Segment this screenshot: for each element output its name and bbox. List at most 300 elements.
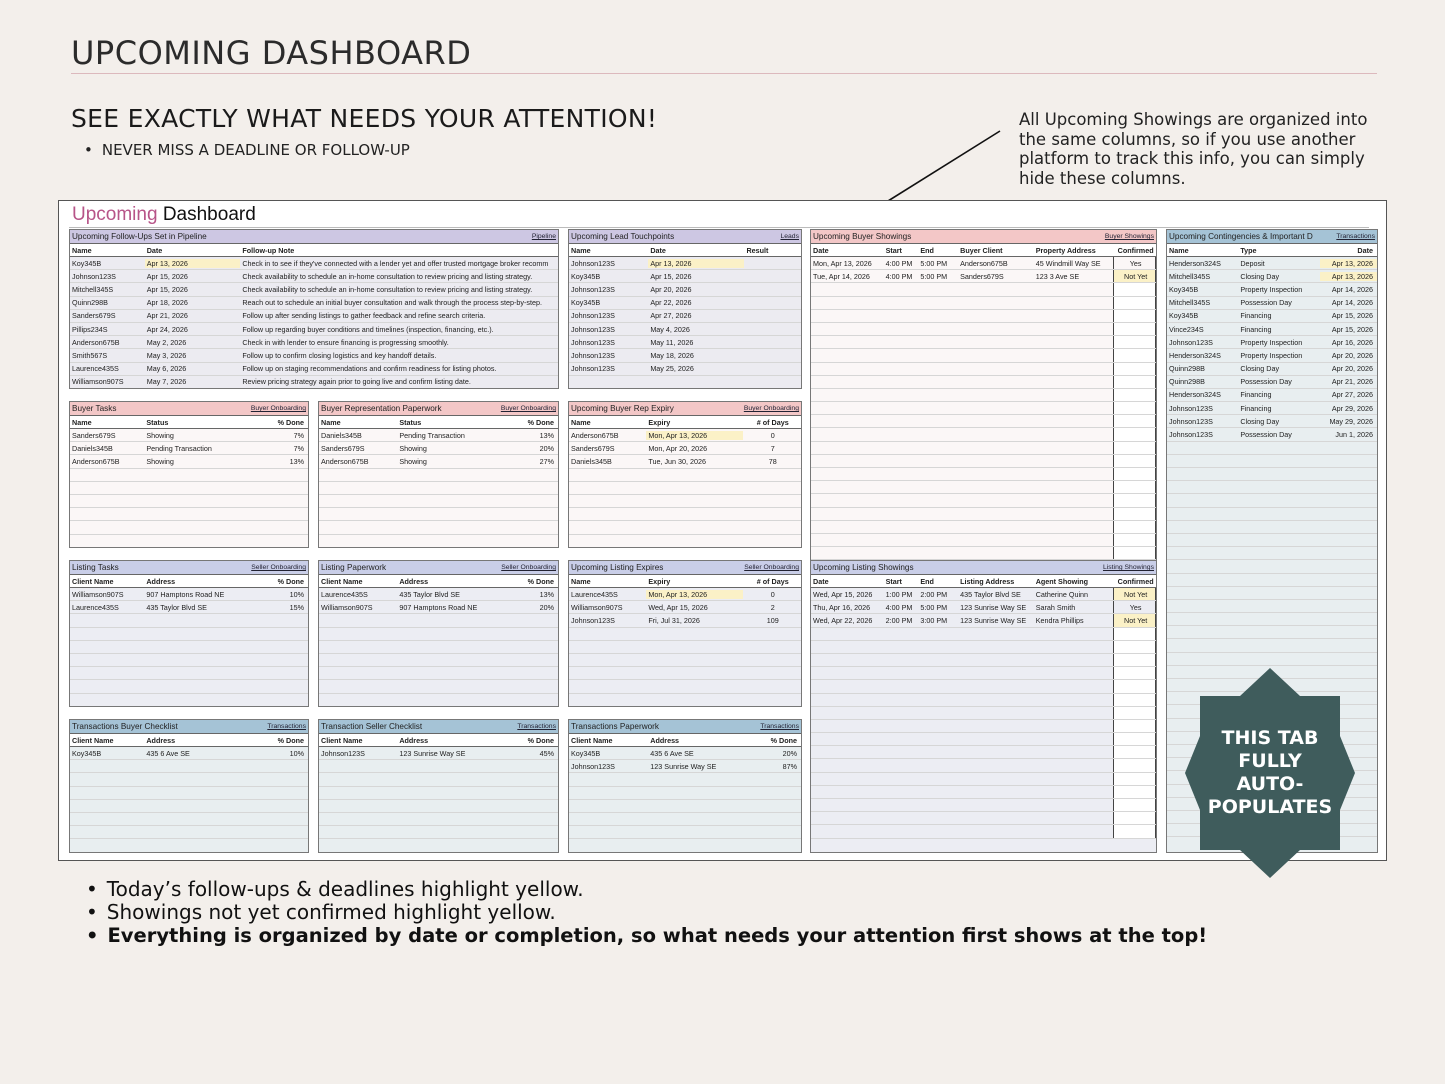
empty-row[interactable]: [569, 667, 801, 680]
sub-heading: SEE EXACTLY WHAT NEEDS YOUR ATTENTION!: [71, 104, 658, 133]
empty-row[interactable]: [319, 641, 558, 654]
column-header[interactable]: Date: [813, 245, 829, 255]
table-row[interactable]: [70, 283, 558, 296]
empty-row[interactable]: [1167, 639, 1377, 652]
table-row[interactable]: [1167, 283, 1377, 296]
table-row[interactable]: [811, 588, 1156, 601]
column-header[interactable]: # of Days: [756, 576, 789, 586]
table-row[interactable]: [319, 588, 558, 601]
empty-row[interactable]: [319, 826, 558, 839]
column-header[interactable]: End: [920, 576, 934, 586]
table-row[interactable]: [569, 310, 801, 323]
empty-row[interactable]: [70, 800, 308, 813]
column-header[interactable]: Confirmed: [1117, 576, 1154, 586]
table-cell: [1113, 297, 1156, 309]
table-row[interactable]: [1167, 349, 1377, 362]
empty-row[interactable]: [1167, 600, 1377, 613]
empty-row[interactable]: [811, 707, 1156, 720]
empty-row[interactable]: [1167, 494, 1377, 507]
panel-followups: [69, 229, 559, 389]
column-header[interactable]: Property Address: [1035, 245, 1096, 255]
column-header[interactable]: Address: [399, 735, 429, 745]
table-cell: 2:00 PM: [920, 589, 948, 599]
column-header[interactable]: Status: [146, 417, 169, 427]
empty-row[interactable]: [569, 787, 801, 800]
dashboard-brand: [72, 204, 256, 226]
table-cell: Williamson907S: [72, 377, 124, 387]
column-header-row: [319, 575, 558, 588]
table-row[interactable]: [1167, 415, 1377, 428]
table-row[interactable]: [811, 614, 1156, 627]
empty-row[interactable]: [811, 799, 1156, 812]
panel-header: [319, 561, 558, 575]
column-header[interactable]: End: [920, 245, 934, 255]
column-header[interactable]: Start: [885, 576, 902, 586]
column-header[interactable]: Name: [72, 417, 92, 427]
column-header[interactable]: Follow-up Note: [242, 245, 295, 255]
column-header[interactable]: Expiry: [648, 417, 671, 427]
page-title: UPCOMING DASHBOARD: [71, 34, 472, 72]
table-row[interactable]: [70, 455, 308, 468]
empty-row[interactable]: [70, 760, 308, 773]
empty-row[interactable]: [1167, 653, 1377, 666]
table-row[interactable]: [70, 270, 558, 283]
empty-row[interactable]: [319, 667, 558, 680]
column-header[interactable]: % Done: [770, 735, 797, 745]
column-header[interactable]: Start: [885, 245, 902, 255]
column-header[interactable]: Client Name: [571, 735, 613, 745]
column-header[interactable]: % Done: [527, 417, 554, 427]
empty-row[interactable]: [70, 469, 308, 482]
empty-row[interactable]: [319, 508, 558, 521]
empty-row[interactable]: [1167, 468, 1377, 481]
table-cell: Mon, Apr 13, 2026: [646, 431, 742, 440]
empty-row[interactable]: [811, 733, 1156, 746]
table-row[interactable]: [70, 297, 558, 310]
empty-row[interactable]: [70, 614, 308, 627]
empty-row[interactable]: [70, 680, 308, 693]
panel-header: [569, 402, 801, 416]
empty-row[interactable]: [811, 455, 1156, 468]
empty-row[interactable]: [569, 800, 801, 813]
column-header[interactable]: Type: [1240, 245, 1257, 255]
column-header[interactable]: Date: [650, 245, 666, 255]
panel-header: [70, 561, 308, 575]
column-header[interactable]: Listing Address: [960, 576, 1015, 586]
table-cell: [1113, 799, 1156, 811]
empty-row[interactable]: [319, 628, 558, 641]
table-cell: Apr 16, 2026: [1331, 337, 1373, 347]
empty-row[interactable]: [319, 760, 558, 773]
table-cell: May 4, 2026: [650, 324, 690, 334]
panel-body: [70, 734, 308, 853]
table-cell: Jun 1, 2026: [1335, 430, 1373, 440]
table-cell: [1113, 680, 1156, 692]
empty-row[interactable]: [569, 680, 801, 693]
table-row[interactable]: [811, 270, 1156, 283]
empty-row[interactable]: [811, 812, 1156, 825]
column-header[interactable]: % Done: [277, 735, 304, 745]
column-header[interactable]: Client Name: [72, 576, 114, 586]
empty-row[interactable]: [319, 800, 558, 813]
table-row[interactable]: [569, 283, 801, 296]
table-cell: 5:00 PM: [920, 271, 948, 281]
empty-row[interactable]: [811, 773, 1156, 786]
table-row[interactable]: [70, 601, 308, 614]
table-row[interactable]: [70, 363, 558, 376]
table-cell: [1113, 534, 1156, 546]
column-header[interactable]: Expiry: [648, 576, 671, 586]
panel-source-link[interactable]: Seller Onboarding: [251, 564, 306, 571]
empty-row[interactable]: [811, 641, 1156, 654]
panel-body: [319, 575, 558, 707]
panel-source-link[interactable]: Transactions: [1336, 233, 1375, 240]
table-cell: Daniels345B: [321, 430, 362, 440]
panel-source-link[interactable]: Pipeline: [531, 233, 556, 240]
empty-row[interactable]: [811, 323, 1156, 336]
empty-row[interactable]: [811, 825, 1156, 838]
empty-row[interactable]: [811, 442, 1156, 455]
column-header[interactable]: % Done: [277, 576, 304, 586]
table-cell: 435 6 Ave SE: [650, 748, 694, 758]
table-cell: Mitchell345S: [72, 284, 114, 294]
column-header[interactable]: Address: [399, 576, 429, 586]
panel-header: [569, 230, 801, 244]
column-header[interactable]: Date: [813, 576, 829, 586]
empty-row[interactable]: [811, 389, 1156, 402]
panel-source-link[interactable]: Buyer Onboarding: [500, 405, 556, 412]
table-cell: Wed, Apr 15, 2026: [648, 602, 708, 612]
column-header[interactable]: Address: [146, 735, 176, 745]
column-header[interactable]: Client Name: [72, 735, 114, 745]
empty-row[interactable]: [70, 773, 308, 786]
table-cell: Showing: [399, 443, 427, 453]
table-row[interactable]: [1167, 363, 1377, 376]
empty-row[interactable]: [811, 283, 1156, 296]
empty-row[interactable]: [70, 495, 308, 508]
callout-text: All Upcoming Showings are organized into the same columns, so if you use another platform to track this info, you can simply hide these columns.: [1019, 110, 1368, 188]
table-cell: Apr 20, 2026: [1331, 364, 1373, 374]
badge-line-1: THIS TAB: [1221, 727, 1319, 749]
table-row[interactable]: [569, 297, 801, 310]
table-row[interactable]: [70, 747, 308, 760]
empty-row[interactable]: [811, 547, 1156, 560]
empty-row[interactable]: [1167, 613, 1377, 626]
table-cell: May 2, 2026: [146, 337, 187, 347]
empty-row[interactable]: [811, 521, 1156, 534]
empty-row[interactable]: [1167, 481, 1377, 494]
panel-source-link[interactable]: Buyer Onboarding: [743, 405, 799, 412]
empty-row[interactable]: [1167, 508, 1377, 521]
table-row[interactable]: [1167, 323, 1377, 336]
empty-row[interactable]: [569, 508, 801, 521]
table-row[interactable]: [319, 455, 558, 468]
panel-source-link[interactable]: Buyer Onboarding: [250, 405, 306, 412]
empty-row[interactable]: [569, 521, 801, 534]
empty-row[interactable]: [1167, 521, 1377, 534]
table-row[interactable]: [811, 601, 1156, 614]
table-row[interactable]: [569, 270, 801, 283]
empty-row[interactable]: [569, 469, 801, 482]
table-cell: 4:00 PM: [885, 271, 913, 281]
column-header-row: [811, 575, 1156, 588]
empty-row[interactable]: [319, 469, 558, 482]
table-cell: 0: [770, 430, 775, 440]
column-header-row: [70, 244, 558, 257]
empty-row[interactable]: [70, 667, 308, 680]
empty-row[interactable]: [70, 508, 308, 521]
table-cell: 3:00 PM: [920, 615, 948, 625]
table-cell: Tue, Jun 30, 2026: [648, 456, 707, 466]
column-header[interactable]: % Done: [277, 417, 304, 427]
table-cell: May 18, 2026: [650, 350, 694, 360]
note-highlight: • Today’s follow-ups & deadlines highlight yellow.: [86, 878, 1207, 901]
table-cell: Apr 13, 2026: [1320, 259, 1377, 268]
empty-row[interactable]: [811, 534, 1156, 547]
empty-row[interactable]: [811, 494, 1156, 507]
empty-row[interactable]: [569, 495, 801, 508]
empty-row[interactable]: [811, 508, 1156, 521]
table-row[interactable]: [319, 429, 558, 442]
column-header[interactable]: Name: [571, 576, 591, 586]
table-cell: Apr 21, 2026: [146, 311, 188, 321]
table-row[interactable]: [569, 601, 801, 614]
table-cell: Koy345B: [571, 298, 601, 308]
table-cell: 20%: [539, 602, 554, 612]
column-header[interactable]: Client Name: [321, 735, 363, 745]
empty-row[interactable]: [811, 376, 1156, 389]
column-header[interactable]: Date: [146, 245, 163, 255]
empty-row[interactable]: [811, 786, 1156, 799]
table-cell: [1113, 521, 1156, 533]
empty-row[interactable]: [811, 628, 1156, 641]
panel-source-link[interactable]: Transactions: [760, 723, 799, 730]
table-row[interactable]: [70, 442, 308, 455]
column-header-row: [70, 416, 308, 429]
column-header[interactable]: Client Name: [321, 576, 363, 586]
empty-row[interactable]: [569, 773, 801, 786]
column-header[interactable]: # of Days: [756, 417, 789, 427]
table-row[interactable]: [70, 257, 558, 270]
empty-row[interactable]: [569, 813, 801, 826]
empty-row[interactable]: [319, 787, 558, 800]
table-row[interactable]: [1167, 310, 1377, 323]
table-row[interactable]: [569, 336, 801, 349]
empty-row[interactable]: [1167, 455, 1377, 468]
table-row[interactable]: [319, 442, 558, 455]
table-row[interactable]: [70, 349, 558, 362]
empty-row[interactable]: [811, 415, 1156, 428]
empty-row[interactable]: [319, 813, 558, 826]
empty-row[interactable]: [319, 839, 558, 852]
table-row[interactable]: [1167, 336, 1377, 349]
table-cell: Johnson123S: [1169, 430, 1213, 440]
empty-row[interactable]: [1167, 534, 1377, 547]
empty-row[interactable]: [569, 654, 801, 667]
table-row[interactable]: [70, 336, 558, 349]
table-row[interactable]: [569, 747, 801, 760]
table-cell: 1:00 PM: [885, 589, 913, 599]
table-row[interactable]: [569, 363, 801, 376]
empty-row[interactable]: [70, 787, 308, 800]
table-row[interactable]: [569, 614, 801, 627]
panel-rep-expiry: [568, 401, 802, 548]
empty-row[interactable]: [1167, 560, 1377, 573]
table-row[interactable]: [1167, 270, 1377, 283]
empty-row[interactable]: [1167, 587, 1377, 600]
table-row[interactable]: [1167, 428, 1377, 441]
empty-row[interactable]: [319, 482, 558, 495]
table-cell: Sanders679S: [72, 311, 116, 321]
column-header[interactable]: Confirmed: [1117, 245, 1154, 255]
table-row[interactable]: [70, 376, 558, 389]
column-header[interactable]: Name: [1169, 245, 1189, 255]
table-row[interactable]: [569, 760, 801, 773]
empty-row[interactable]: [1167, 547, 1377, 560]
empty-row[interactable]: [319, 614, 558, 627]
table-row[interactable]: [569, 455, 801, 468]
table-cell: Apr 18, 2026: [146, 298, 188, 308]
table-cell: Johnson123S: [571, 615, 615, 625]
table-row[interactable]: [1167, 402, 1377, 415]
empty-row[interactable]: [811, 402, 1156, 415]
table-cell: Not Yet: [1113, 614, 1156, 626]
table-cell: Quinn298B: [1169, 364, 1205, 374]
table-cell: [1113, 402, 1156, 414]
table-row[interactable]: [1167, 257, 1377, 270]
empty-row[interactable]: [811, 759, 1156, 772]
empty-row[interactable]: [811, 363, 1156, 376]
table-row[interactable]: [70, 310, 558, 323]
table-row[interactable]: [319, 747, 558, 760]
column-header[interactable]: Address: [650, 735, 680, 745]
table-cell: [1113, 759, 1156, 771]
panel-source-link[interactable]: Seller Onboarding: [501, 564, 556, 571]
empty-row[interactable]: [811, 746, 1156, 759]
panel-source-link[interactable]: Buyer Showings: [1104, 233, 1154, 240]
empty-row[interactable]: [70, 482, 308, 495]
empty-row[interactable]: [319, 521, 558, 534]
panel-source-link[interactable]: Transactions: [267, 723, 306, 730]
table-cell: May 6, 2026: [146, 364, 187, 374]
empty-row[interactable]: [70, 521, 308, 534]
table-cell: Sanders679S: [960, 271, 1004, 281]
table-cell: Follow up on staging recommendations and confirm readiness for listing photos.: [242, 364, 497, 374]
table-row[interactable]: [811, 257, 1156, 270]
table-cell: 27%: [539, 456, 554, 466]
table-cell: [1113, 720, 1156, 732]
table-row[interactable]: [569, 349, 801, 362]
empty-row[interactable]: [811, 349, 1156, 362]
table-row[interactable]: [569, 257, 801, 270]
table-row[interactable]: [569, 429, 801, 442]
panel-source-link[interactable]: Transactions: [517, 723, 556, 730]
column-header[interactable]: Name: [571, 417, 591, 427]
empty-row[interactable]: [811, 310, 1156, 323]
table-cell: 7%: [293, 443, 304, 453]
empty-row[interactable]: [811, 720, 1156, 733]
empty-row[interactable]: [811, 297, 1156, 310]
empty-row[interactable]: [811, 468, 1156, 481]
panel-source-link[interactable]: Listing Showings: [1102, 564, 1154, 571]
table-cell: Smith567S: [72, 350, 108, 360]
column-header[interactable]: Agent Showing: [1035, 576, 1089, 586]
column-header[interactable]: Name: [72, 245, 92, 255]
column-header-row: [569, 575, 801, 588]
empty-row[interactable]: [569, 826, 801, 839]
table-row[interactable]: [569, 323, 801, 336]
column-header[interactable]: % Done: [527, 576, 554, 586]
empty-row[interactable]: [1167, 442, 1377, 455]
table-row[interactable]: [70, 429, 308, 442]
table-row[interactable]: [569, 588, 801, 601]
table-row[interactable]: [70, 323, 558, 336]
empty-row[interactable]: [319, 495, 558, 508]
table-row[interactable]: [569, 442, 801, 455]
table-cell: Laurence435S: [72, 602, 119, 612]
table-cell: Showing: [399, 456, 427, 466]
empty-row[interactable]: [569, 839, 801, 852]
empty-row[interactable]: [70, 839, 308, 852]
empty-row[interactable]: [569, 628, 801, 641]
empty-row[interactable]: [811, 654, 1156, 667]
table-cell: Apr 27, 2026: [1331, 390, 1373, 400]
table-row[interactable]: [1167, 297, 1377, 310]
panel-header: [70, 720, 308, 734]
table-row[interactable]: [1167, 376, 1377, 389]
empty-row[interactable]: [811, 481, 1156, 494]
table-row[interactable]: [1167, 389, 1377, 402]
table-row[interactable]: [70, 588, 308, 601]
table-cell: 13%: [539, 589, 554, 599]
panel-source-link[interactable]: Seller Onboarding: [744, 564, 799, 571]
empty-row[interactable]: [811, 667, 1156, 680]
empty-row[interactable]: [70, 654, 308, 667]
empty-row[interactable]: [319, 773, 558, 786]
column-header[interactable]: Date: [1357, 245, 1373, 255]
empty-row[interactable]: [70, 826, 308, 839]
column-header[interactable]: Name: [321, 417, 341, 427]
table-cell: 123 Sunrise Way SE: [960, 615, 1027, 625]
empty-row[interactable]: [569, 641, 801, 654]
column-header[interactable]: Buyer Client: [960, 245, 1003, 255]
column-header[interactable]: Result: [746, 245, 769, 255]
empty-row[interactable]: [811, 694, 1156, 707]
panel-body: [70, 575, 308, 707]
empty-row[interactable]: [1167, 626, 1377, 639]
table-row[interactable]: [319, 601, 558, 614]
column-header[interactable]: % Done: [527, 735, 554, 745]
panel-source-link[interactable]: Leads: [780, 233, 799, 240]
empty-row[interactable]: [811, 336, 1156, 349]
empty-row[interactable]: [319, 654, 558, 667]
panel-title: Listing Paperwork: [321, 563, 387, 572]
column-header[interactable]: Name: [571, 245, 591, 255]
empty-row[interactable]: [70, 628, 308, 641]
panel-title: Buyer Representation Paperwork: [321, 404, 442, 413]
table-cell: Thu, Apr 16, 2026: [813, 602, 871, 612]
empty-row[interactable]: [70, 641, 308, 654]
empty-row[interactable]: [319, 680, 558, 693]
empty-row[interactable]: [1167, 574, 1377, 587]
empty-row[interactable]: [811, 680, 1156, 693]
table-cell: [1113, 376, 1156, 388]
empty-row[interactable]: [569, 482, 801, 495]
column-header[interactable]: Status: [399, 417, 422, 427]
empty-row[interactable]: [811, 428, 1156, 441]
empty-row[interactable]: [70, 813, 308, 826]
column-header[interactable]: Address: [146, 576, 176, 586]
